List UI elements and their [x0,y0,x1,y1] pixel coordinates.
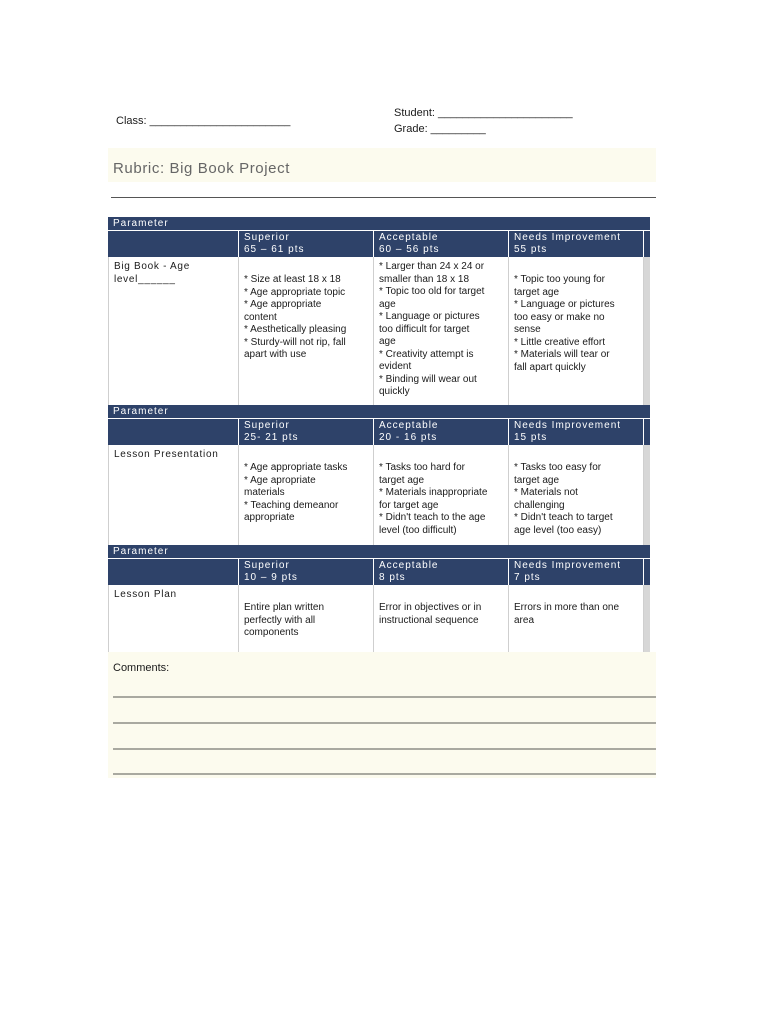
rating-points: 15 pts [514,432,548,443]
cell-line: * Tasks too easy for [514,462,602,473]
rating-level: Acceptable [379,232,439,243]
rubric-row [108,585,650,653]
grade-field: Grade: _________ [394,123,486,135]
parameter-band: Parameter [108,217,650,231]
superior-cell [239,585,374,653]
acceptable-cell [374,257,509,405]
cell-line: target age [514,474,560,486]
acceptable-cell [374,445,509,545]
cell-line: appropriate [244,512,295,523]
cell-line: * Sturdy-will not rip, fall [244,336,346,348]
cell-line: * Tasks too hard for [379,462,465,473]
rating-header-cell [374,559,509,585]
header-edge [644,559,650,585]
needs-improvement-cell [509,445,644,545]
cell-line: instructional sequence [379,614,479,626]
cell-line: * Larger than 24 x 24 or [379,261,485,272]
rating-level: Superior [244,232,290,243]
cell-line: * Language or pictures [379,311,480,322]
cell-line: Lesson Presentation [114,449,219,460]
rating-header-cell [509,231,644,257]
criterion-cell [108,585,239,653]
cell-line: * Age apropriate [244,474,316,486]
cell-line: * Age appropriate topic [244,286,346,298]
rubric-table [108,217,650,653]
cell-line: Lesson Plan [114,589,177,600]
cell-line: challenging [514,499,565,511]
rating-header-cell [239,419,374,445]
comment-line [113,773,656,775]
cell-line: * Didn't teach to the age [379,512,486,523]
rating-points: 55 pts [514,244,548,255]
comment-line [113,722,656,724]
page-title: Rubric: Big Book Project [113,160,290,177]
comment-line [113,696,656,698]
title-band [108,148,656,182]
rating-points: 20 - 16 pts [379,432,438,443]
cell-line: * Creativity attempt is [379,348,474,360]
parameter-band: Parameter [108,545,650,559]
rating-header-cell [374,419,509,445]
rating-header-cell [509,559,644,585]
rating-points: 25- 21 pts [244,432,299,443]
cell-line: too difficult for target [379,323,470,335]
cell-line: Big Book - Age [114,261,190,272]
cell-line: age [379,336,396,347]
cell-line: * Topic too young for [514,274,605,285]
comments-label: Comments: [113,662,170,674]
cell-line: content [244,311,277,323]
cell-line: * Topic too old for target [379,286,485,297]
title-divider [111,197,656,198]
rating-header-cell [108,419,239,445]
needs-improvement-cell [509,257,644,405]
cell-line: Errors in more than one [514,602,620,613]
cell-line: fall apart quickly [514,361,586,373]
cell-line: quickly [379,386,410,397]
acceptable-cell [374,585,509,653]
rating-points: 65 – 61 pts [244,244,305,255]
rubric-row [108,257,650,405]
cell-line: * Age appropriate [244,299,322,310]
rating-points: 8 pts [379,572,406,583]
class-field: Class: _______________________ [116,115,291,127]
cell-line: evident [379,361,412,372]
cell-line: perfectly with all [244,614,316,626]
rating-points: 7 pts [514,572,541,583]
criterion-cell [108,445,239,545]
rating-header-row [108,559,650,585]
header-edge [644,231,650,257]
cell-line: * Materials not [514,487,578,498]
needs-improvement-cell [509,585,644,653]
rating-header-row [108,231,650,257]
cell-line: components [244,627,299,638]
cell-line: materials [244,487,285,498]
comments-section [108,652,656,778]
rating-points: 10 – 9 pts [244,572,298,583]
cell-line: for target age [379,499,439,511]
superior-cell [239,257,374,405]
rating-header-row [108,419,650,445]
header-edge [644,419,650,445]
rating-header-cell [108,231,239,257]
rating-header-cell [239,559,374,585]
cell-line: * Teaching demeanor [244,499,339,511]
rating-level: Needs Improvement [514,420,622,431]
cell-line: Error in objectives or in [379,602,482,613]
cell-line: * Materials inappropriate [379,487,488,498]
cell-line: area [514,614,535,626]
rating-level: Superior [244,560,290,571]
criterion-cell [108,257,239,405]
student-field: Student: ______________________ [394,107,573,119]
rating-points: 60 – 56 pts [379,244,440,255]
cell-line: * Little creative effort [514,336,605,348]
rating-level: Acceptable [379,560,439,571]
rating-header-cell [108,559,239,585]
rating-level: Acceptable [379,420,439,431]
rating-header-cell [374,231,509,257]
rubric-row [108,445,650,545]
cell-line: sense [514,324,541,335]
cell-line: * Materials will tear or [514,349,610,360]
rating-level: Needs Improvement [514,560,622,571]
cell-line: Entire plan written [244,602,325,613]
rating-header-cell [239,231,374,257]
cell-line: smaller than 18 x 18 [379,273,470,285]
cell-line: apart with use [244,349,307,360]
cell-line: target age [514,286,560,298]
cell-line: * Language or pictures [514,299,615,310]
rating-level: Needs Improvement [514,232,622,243]
cell-line: * Binding will wear out [379,373,477,385]
cell-line: * Age appropriate tasks [244,462,348,473]
rating-level: Superior [244,420,290,431]
cell-line: * Didn't teach to target [514,512,613,523]
cell-line: too easy or make no [514,311,605,323]
cell-line: target age [379,474,425,486]
rating-header-cell [509,419,644,445]
cell-line: age level (too easy) [514,524,602,536]
cell-line: age [379,298,396,310]
parameter-band: Parameter [108,405,650,419]
cell-line: level (too difficult) [379,524,457,536]
superior-cell [239,445,374,545]
comment-line [113,748,656,750]
cell-line: * Aesthetically pleasing [244,324,347,335]
cell-line: level______ [114,273,176,285]
cell-line: * Size at least 18 x 18 [244,274,341,285]
